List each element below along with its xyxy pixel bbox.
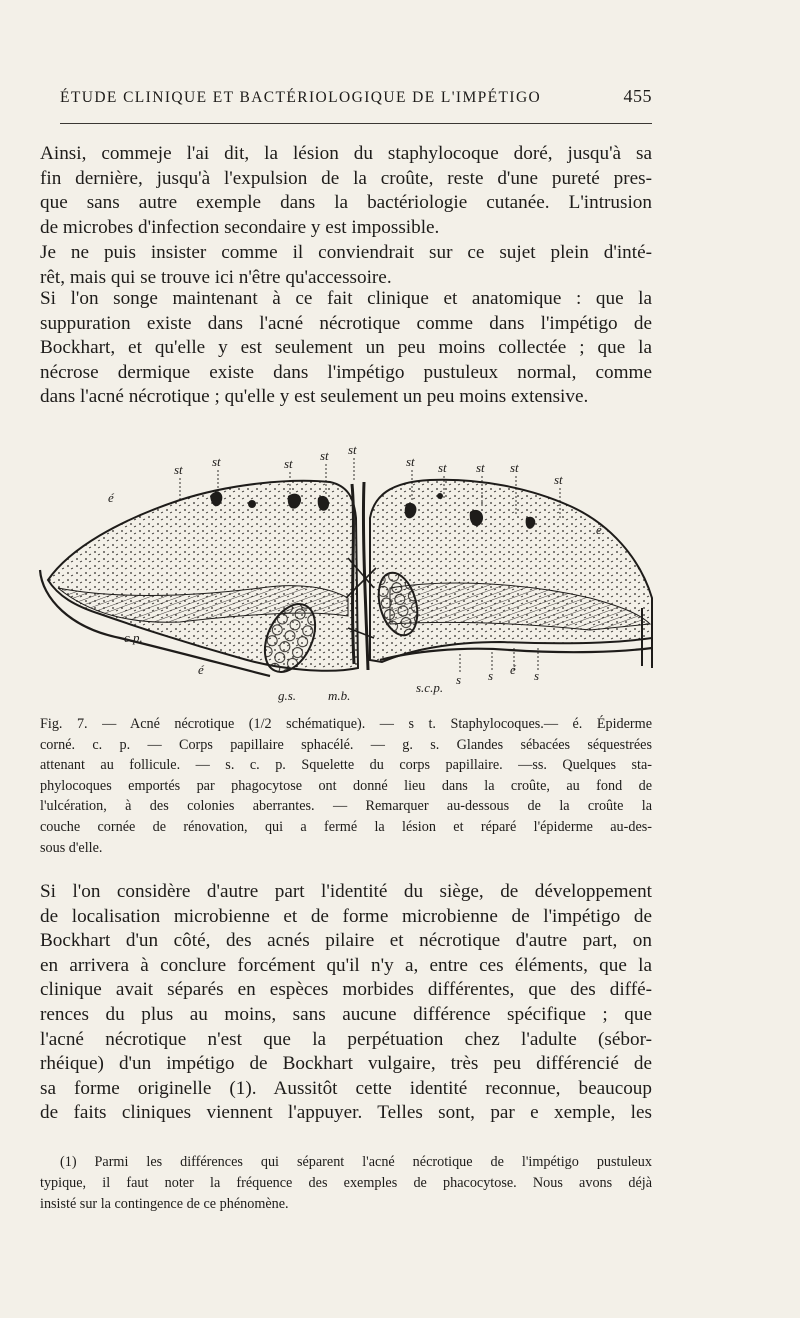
page-number: 455 <box>623 86 652 106</box>
text-line: rhéique) d'un impétigo de Bockhart vulgaire, très peu différencié de <box>40 1053 652 1075</box>
footnote-line: insisté sur la contingence de ce phénomène. <box>40 1196 289 1212</box>
label-s: s <box>534 668 540 683</box>
label-st: st <box>212 454 221 469</box>
running-header <box>60 86 652 107</box>
caption-line: couche cornée de rénovation, qui a fermé la lésion et réparé l'épiderme au-des- <box>40 818 652 835</box>
text-line: rêt, mais qui se trouve ici n'être qu'accessoire. <box>40 266 392 288</box>
text-line: Bockhart, et qu'elle y est seulement un peu moins collectée ; que la <box>40 337 652 359</box>
text-line: de microbes d'infection secondaire y est impossible. <box>40 216 440 238</box>
label-st: st <box>348 442 357 457</box>
footnote-line: (1) Parmi les différences qui séparent l'acné nécrotique de l'impétigo pustuleux <box>60 1154 652 1170</box>
header-rule <box>60 123 652 124</box>
caption-line: Fig. 7. — Acné nécrotique (1/2 schématique). — s t. Staphylocoques.— é. Épiderme <box>40 716 652 732</box>
caption-line: phylocoques emportés par phagocytose ont donné lieu dans la croûte, au fond de <box>40 777 652 794</box>
text-line: nécrose dermique existe dans l'impétigo pustuleux normal, comme <box>40 361 652 383</box>
label-e: é <box>510 662 516 677</box>
label-mb: m.b. <box>328 688 351 703</box>
paragraph-2 <box>40 241 652 290</box>
text-line: Je ne puis insister comme il conviendrait sur ce sujet plein d'inté- <box>40 242 652 263</box>
text-line: de faits cliniques viennent l'appuyer. Telles sont, par e xemple, les <box>40 1102 652 1124</box>
text-line: Bockhart d'un côté, des acnés pilaire et nécrotique d'autre part, on <box>40 930 652 952</box>
caption-line: attenant au follicule. — s. c. p. Squelette du corps papillaire. —ss. Quelques sta- <box>40 757 652 774</box>
label-st: st <box>320 448 329 463</box>
text-line: Ainsi, commeje l'ai dit, la lésion du staphylocoque doré, jusqu'à sa <box>40 143 652 164</box>
label-st: st <box>284 456 293 471</box>
text-line: Si l'on considère d'autre part l'identité du siège, de développement <box>40 881 652 902</box>
text-line: Si l'on songe maintenant à ce fait clinique et anatomique : que la <box>40 288 652 309</box>
paragraph-1 <box>40 142 652 240</box>
text-line: rences du plus au moins, sans aucune différence spécifique ; que <box>40 1003 652 1025</box>
text-line: clinique avait séparés en espèces morbides différentes, que des diffé- <box>40 979 652 1001</box>
label-st: st <box>438 460 447 475</box>
text-line: fin dernière, jusqu'à l'expulsion de la croûte, reste d'une pureté pres- <box>40 167 652 189</box>
label-st: st <box>476 460 485 475</box>
label-st: st <box>510 460 519 475</box>
label-s: s <box>488 668 494 683</box>
label-e: é <box>108 490 114 505</box>
caption-line: sous d'elle. <box>40 839 103 856</box>
label-s: s <box>456 672 462 687</box>
histology-figure <box>30 438 660 706</box>
paragraph-4 <box>40 880 652 1126</box>
text-line: l'acné nécrotique n'est que la perpétuation chez l'adulte (sébor- <box>40 1028 652 1050</box>
text-line: sa forme originelle (1). Aussitôt cette identité reconnue, beaucoup <box>40 1077 652 1099</box>
text-line: suppuration existe dans l'acné nécrotique comme dans l'impétigo de <box>40 312 652 334</box>
text-line: en arrivera à conclure forcément qu'il n'y a, entre ces éléments, que la <box>40 954 652 976</box>
caption-line: l'ulcération, à des colonies aberrantes. — Remarquer au-dessous de la croûte la <box>40 798 652 815</box>
text-line: que sans autre exemple dans la bactériologie cutanée. L'intrusion <box>40 192 652 214</box>
text-line: dans l'acné nécrotique ; qu'elle y est seulement un peu moins extensive. <box>40 386 589 408</box>
running-title: ÉTUDE CLINIQUE ET BACTÉRIOLOGIQUE DE L'IMPÉTIGO <box>60 89 542 106</box>
paragraph-3 <box>40 287 652 410</box>
label-st: st <box>174 462 183 477</box>
footnote-line: typique, il faut noter la fréquence des exemples de phacocytose. Nous avons déjà <box>40 1175 652 1191</box>
label-e: é <box>198 662 204 677</box>
label-cp: c.p. <box>124 630 143 645</box>
text-line: de localisation microbienne et de forme microbienne de l'impétigo de <box>40 905 652 927</box>
label-scp: s.c.p. <box>416 680 444 695</box>
label-gs: g.s. <box>278 688 297 703</box>
caption-line: corné. c. p. — Corps papillaire sphacélé. — g. s. Glandes sébacées séquestrées <box>40 736 652 753</box>
figure-caption <box>40 714 652 858</box>
label-st: st <box>406 454 415 469</box>
footnote <box>40 1152 652 1215</box>
label-e: é <box>596 522 602 537</box>
label-st: st <box>554 472 563 487</box>
